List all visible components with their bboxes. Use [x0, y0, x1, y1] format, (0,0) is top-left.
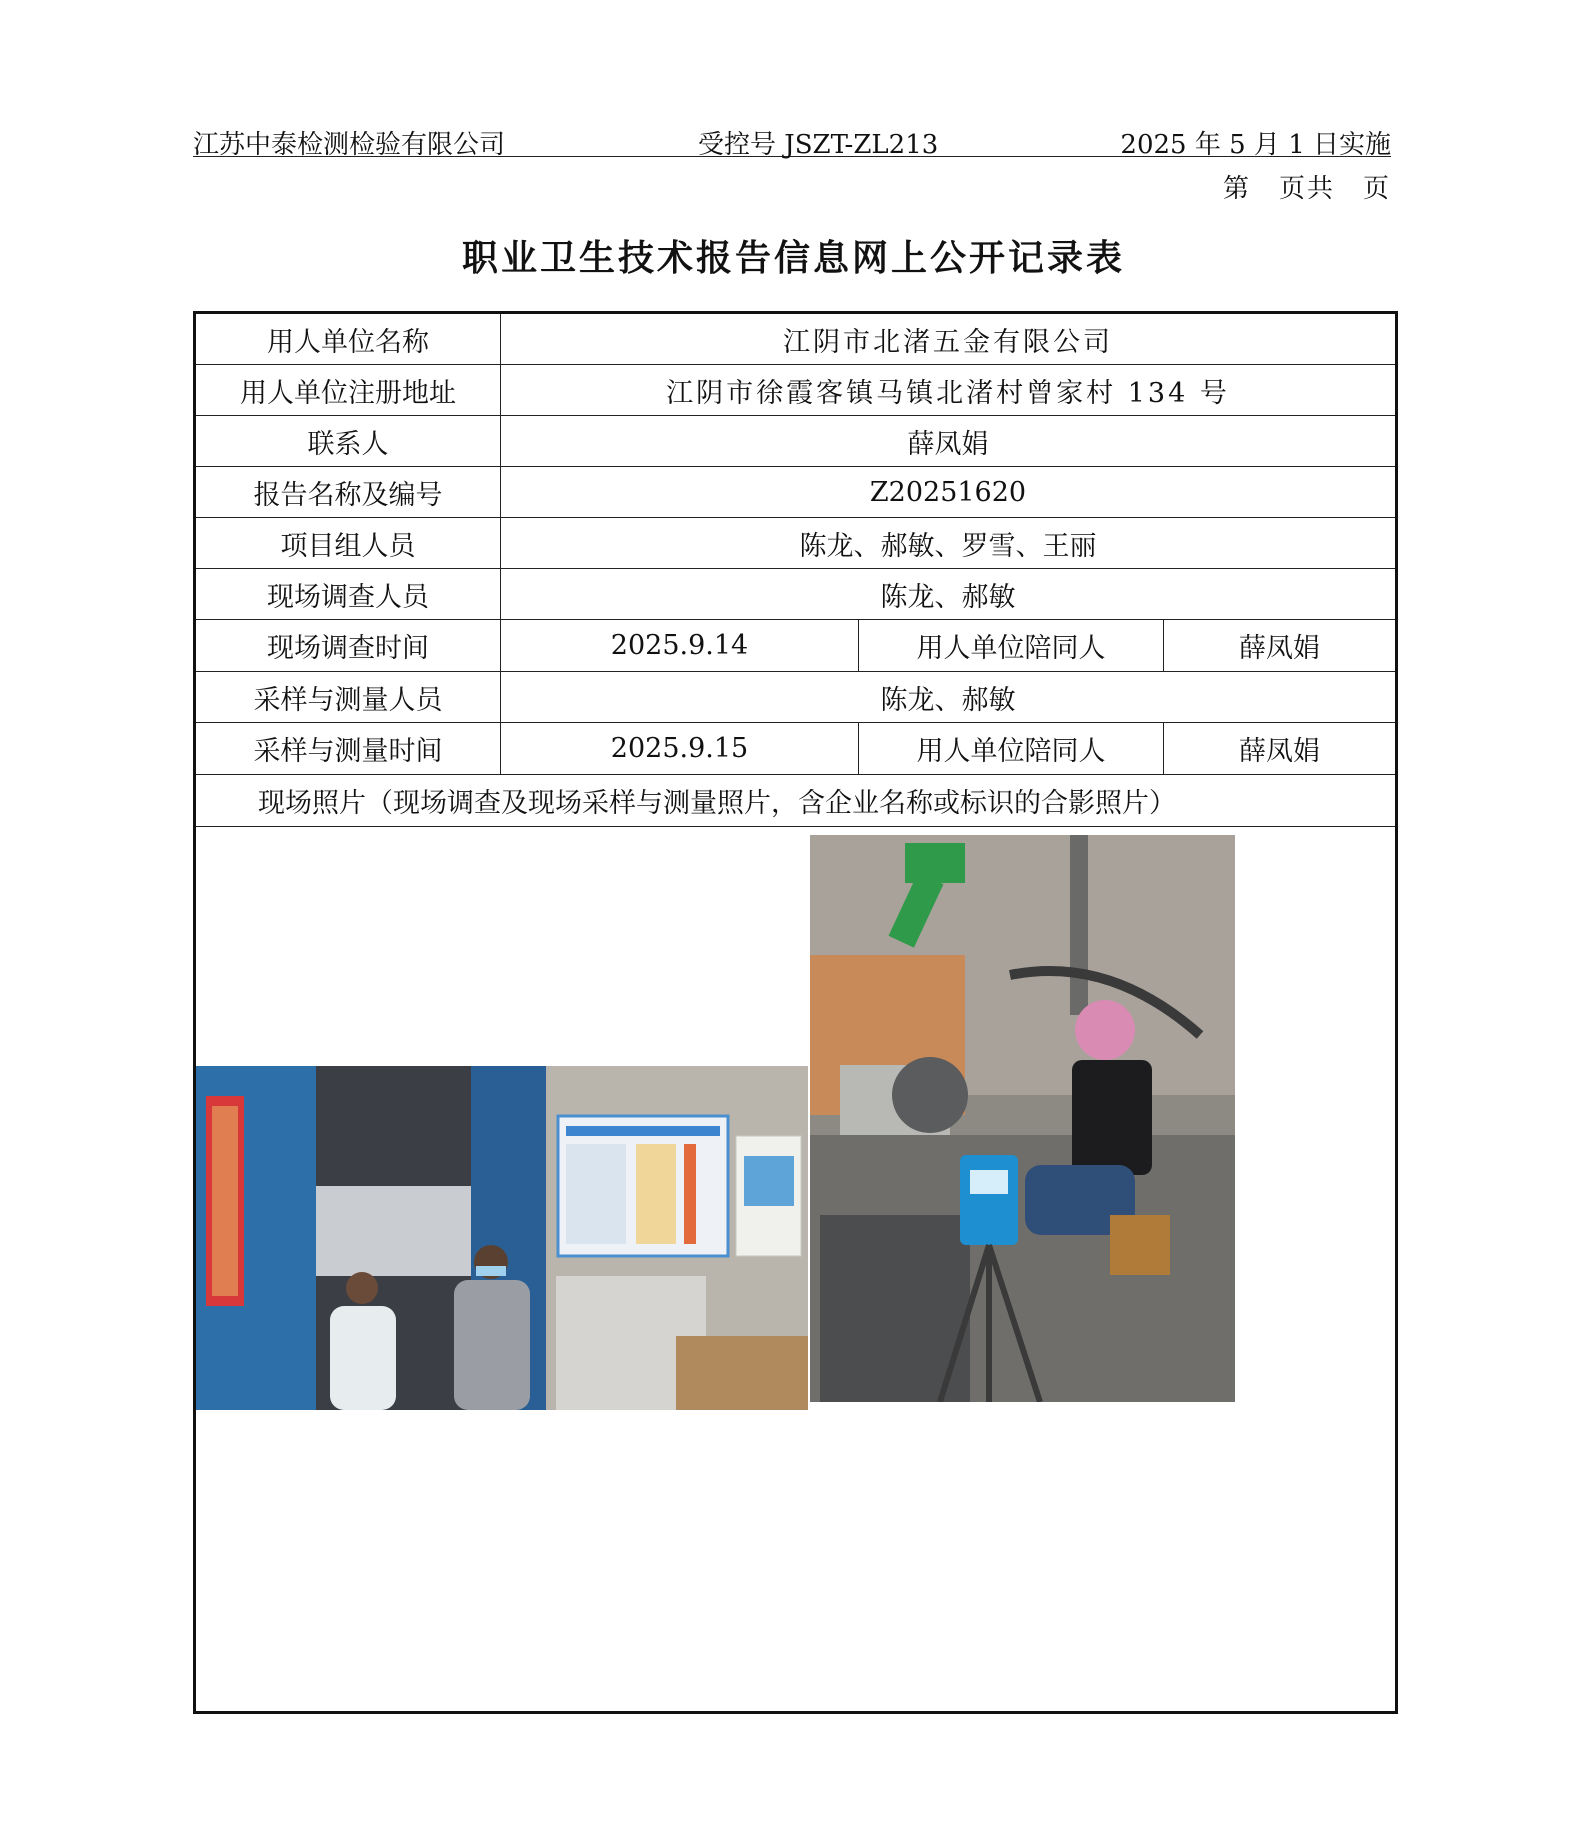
row-survey-staff: [196, 569, 1395, 620]
company-name: 江苏中泰检测检验有限公司: [193, 130, 506, 160]
survey-escort-label: 用人单位陪同人: [859, 620, 1164, 671]
row-contact: [196, 416, 1395, 467]
row-report: [196, 467, 1395, 518]
row-sampling-time: [196, 723, 1395, 775]
sampling-staff-label: 采样与测量人员: [196, 672, 501, 722]
row-employer-name: [196, 314, 1395, 365]
employer-name-value: 江阴市北渚五金有限公司: [783, 326, 1113, 358]
survey-time-label: 现场调查时间: [196, 620, 501, 671]
row-employer-address: [196, 365, 1395, 416]
group-photo: [196, 1066, 808, 1410]
document-title: 职业卫生技术报告信息网上公开记录表: [461, 238, 1125, 279]
sampling-staff-value: 陈龙、郝敏: [880, 684, 1016, 716]
survey-staff-value: 陈龙、郝敏: [880, 581, 1016, 613]
report-value: Z20251620: [869, 476, 1027, 508]
survey-time-value: 2025.9.14: [501, 620, 859, 671]
page-header: [193, 124, 1391, 160]
sampling-time-label: 采样与测量时间: [196, 723, 501, 774]
row-team: [196, 518, 1395, 569]
control-number: 受控号 JSZT-ZL213: [698, 130, 939, 160]
photos-label: 现场照片（现场调查及现场采样与测量照片，含企业名称或标识的合影照片）: [258, 788, 1176, 819]
survey-escort-value: 薛凤娟: [1239, 633, 1320, 664]
employer-name-label: 用人单位名称: [196, 314, 501, 364]
sampling-escort-value: 薛凤娟: [1239, 736, 1320, 767]
employer-address-value: 江阴市徐霞客镇马镇北渚村曾家村 134 号: [666, 377, 1230, 409]
sampling-time-value: 2025.9.15: [501, 723, 859, 774]
row-sampling-staff: [196, 672, 1395, 723]
sampling-photo: [810, 835, 1235, 1402]
sampling-escort-label: 用人单位陪同人: [859, 723, 1164, 774]
team-value: 陈龙、郝敏、罗雪、王丽: [799, 530, 1097, 562]
row-photos-label: [196, 775, 1395, 827]
survey-staff-label: 现场调查人员: [196, 569, 501, 619]
record-table: [193, 311, 1398, 1714]
contact-label: 联系人: [196, 416, 501, 466]
effective-date: 2025 年 5 月 1 日实施: [1120, 130, 1391, 160]
employer-address-label: 用人单位注册地址: [196, 365, 501, 415]
page-number-line: 第 页共 页: [1222, 174, 1391, 204]
team-label: 项目组人员: [196, 518, 501, 568]
contact-value: 薛凤娟: [907, 428, 989, 460]
report-label: 报告名称及编号: [196, 467, 501, 517]
row-survey-time: [196, 620, 1395, 672]
